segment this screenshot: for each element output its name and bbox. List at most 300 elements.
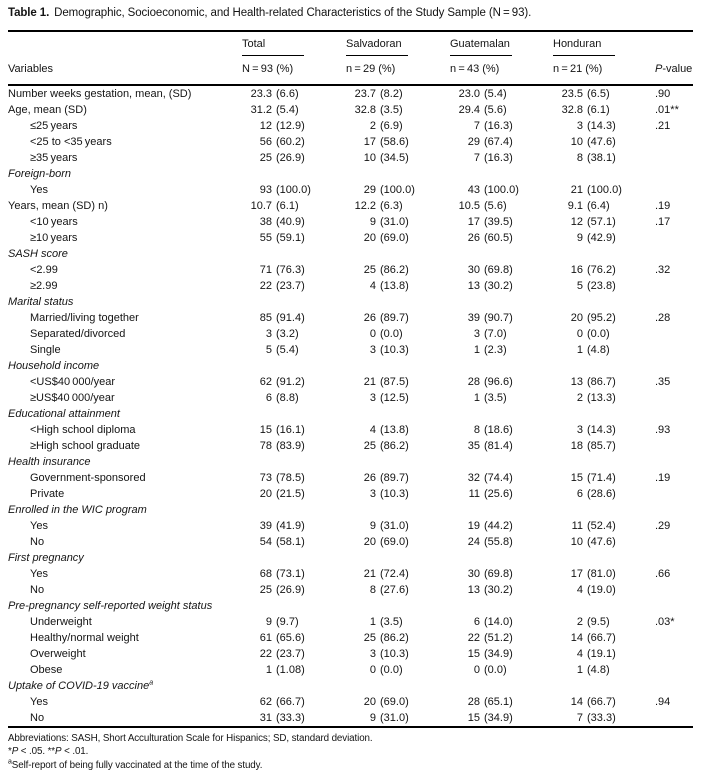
cell-percent: (23.7) — [276, 280, 305, 292]
cell-count: 62 — [259, 376, 272, 388]
cell-honduran — [553, 550, 644, 566]
cell-pvalue — [644, 630, 693, 646]
cell-guatemalan — [450, 182, 553, 198]
footnote-line — [8, 732, 693, 745]
cell-guatemalan — [450, 134, 553, 150]
cell-percent: (86.2) — [380, 264, 409, 276]
cell-count: 13 — [467, 584, 480, 596]
table-row — [8, 262, 693, 278]
cell-count: 20 — [570, 312, 583, 324]
cell-honduran — [553, 566, 644, 582]
cell-percent: (10.3) — [380, 344, 409, 356]
table-row — [8, 614, 693, 630]
cell-percent: (7.0) — [484, 328, 507, 340]
cell-count: 39 — [467, 312, 480, 324]
cell-count — [346, 246, 376, 262]
table-row — [8, 406, 693, 422]
table-row — [8, 454, 693, 470]
cell-count — [242, 406, 272, 422]
footnote-sup-marker: a — [8, 758, 12, 766]
cell-pvalue — [644, 502, 693, 518]
cell-count: 43 — [467, 184, 480, 196]
cell-count: 23.5 — [561, 88, 583, 100]
cell-pvalue — [644, 438, 693, 454]
cell-count: 23.3 — [250, 88, 272, 100]
cell-count: 9.1 — [567, 200, 583, 212]
cell-honduran — [553, 470, 644, 486]
cell-percent: (91.4) — [276, 312, 305, 324]
row-label-sup: a — [149, 679, 154, 687]
cell-salvadoran — [346, 102, 450, 118]
cell-percent: (100.0) — [587, 184, 622, 196]
cell-pvalue — [644, 534, 693, 550]
cell-salvadoran — [346, 166, 450, 182]
cell-count: 62 — [259, 696, 272, 708]
cell-percent: (13.8) — [380, 424, 409, 436]
cell-salvadoran — [346, 230, 450, 246]
cell-count: 20 — [363, 232, 376, 244]
cell-total — [242, 534, 346, 550]
cell-guatemalan — [450, 454, 553, 470]
cell-percent: (42.9) — [587, 232, 616, 244]
cell-count: 32 — [467, 472, 480, 484]
cell-percent: (5.4) — [276, 104, 299, 116]
cell-percent: (28.6) — [587, 488, 616, 500]
cell-guatemalan — [450, 614, 553, 630]
cell-total — [242, 246, 346, 262]
cell-percent: (12.9) — [276, 120, 305, 132]
cell-percent: (3.5) — [380, 104, 403, 116]
cell-count: 15 — [570, 472, 583, 484]
table-row — [8, 150, 693, 166]
table-row — [8, 230, 693, 246]
cell-percent: (65.1) — [484, 696, 513, 708]
cell-guatemalan — [450, 198, 553, 214]
cell-count: 1 — [265, 664, 272, 676]
row-label: Single — [30, 344, 61, 356]
cell-percent: (86.7) — [587, 376, 616, 388]
row-label: ≥35 years — [30, 152, 78, 164]
cell-salvadoran — [346, 198, 450, 214]
row-label: ≤25 years — [30, 120, 78, 132]
table-row — [8, 86, 693, 102]
cell-total — [242, 406, 346, 422]
cell-guatemalan — [450, 422, 553, 438]
cell-total — [242, 342, 346, 358]
cell-percent: (5.6) — [484, 104, 507, 116]
cell-honduran — [553, 198, 644, 214]
cell-count: 38 — [259, 216, 272, 228]
cell-count: 25 — [259, 584, 272, 596]
cell-guatemalan — [450, 358, 553, 374]
cell-count — [242, 678, 272, 694]
cell-total — [242, 134, 346, 150]
table-row — [8, 518, 693, 534]
cell-pvalue — [644, 134, 693, 150]
cell-count — [450, 550, 480, 566]
row-label: Pre-pregnancy self-reported weight status — [8, 600, 213, 612]
table-row — [8, 198, 693, 214]
cell-percent: (0.0) — [484, 664, 507, 676]
cell-percent: (6.4) — [587, 200, 610, 212]
cell-count: 15 — [467, 648, 480, 660]
cell-percent: (6.9) — [380, 120, 403, 132]
cell-count: 7 — [576, 712, 583, 724]
table-row — [8, 550, 693, 566]
cell-percent: (31.0) — [380, 520, 409, 532]
cell-count — [450, 246, 480, 262]
cell-percent: (19.0) — [587, 584, 616, 596]
cell-honduran — [553, 390, 644, 406]
table-row — [8, 310, 693, 326]
group-header-guatemalan-underline — [450, 55, 512, 56]
cell-total — [242, 454, 346, 470]
cell-count — [242, 246, 272, 262]
cell-count: 0 — [473, 664, 480, 676]
cell-percent: (9.5) — [587, 616, 610, 628]
cell-count: 1 — [369, 616, 376, 628]
cell-guatemalan — [450, 342, 553, 358]
cell-count: 5 — [265, 344, 272, 356]
cell-salvadoran — [346, 262, 450, 278]
cell-guatemalan — [450, 294, 553, 310]
subheader-guatemalan-n: n = 43 (%) — [450, 63, 500, 75]
cell-percent: (8.8) — [276, 392, 299, 404]
cell-total — [242, 598, 346, 614]
cell-percent: (57.1) — [587, 216, 616, 228]
footnote-text: < .05. ** — [18, 746, 56, 758]
cell-percent: (66.7) — [276, 696, 305, 708]
subheader-salvadoran-n: n = 29 (%) — [346, 63, 396, 75]
cell-honduran — [553, 438, 644, 454]
cell-pvalue — [644, 390, 693, 406]
cell-pvalue — [644, 486, 693, 502]
cell-count: 25 — [363, 632, 376, 644]
cell-percent: (100.0) — [484, 184, 519, 196]
row-label: ≥US$40 000/year — [30, 392, 115, 404]
cell-guatemalan — [450, 662, 553, 678]
cell-total — [242, 182, 346, 198]
cell-total — [242, 662, 346, 678]
cell-percent: (74.4) — [484, 472, 513, 484]
cell-pvalue — [644, 326, 693, 342]
cell-count — [553, 550, 583, 566]
cell-count: 30 — [467, 568, 480, 580]
cell-count — [450, 678, 480, 694]
cell-total — [242, 102, 346, 118]
cell-salvadoran — [346, 486, 450, 502]
cell-count: 31.2 — [250, 104, 272, 116]
row-label: No — [30, 536, 45, 548]
cell-total — [242, 646, 346, 662]
table-row — [8, 598, 693, 614]
cell-salvadoran — [346, 550, 450, 566]
group-header-guatemalan — [450, 38, 553, 56]
cell-guatemalan — [450, 534, 553, 550]
cell-percent: (23.8) — [587, 280, 616, 292]
cell-pvalue — [644, 406, 693, 422]
cell-count — [553, 598, 583, 614]
cell-percent: (60.5) — [484, 232, 513, 244]
table-row — [8, 694, 693, 710]
cell-percent: (58.6) — [380, 136, 409, 148]
cell-salvadoran — [346, 582, 450, 598]
cell-honduran — [553, 102, 644, 118]
variables-column-header: Variables — [8, 63, 54, 75]
cell-pvalue: .19 — [655, 200, 671, 212]
cell-count — [553, 166, 583, 182]
cell-pvalue — [644, 582, 693, 598]
cell-count — [450, 358, 480, 374]
cell-count: 17 — [363, 136, 376, 148]
row-label: Number weeks gestation, mean, (SD) — [8, 88, 192, 100]
cell-count — [346, 598, 376, 614]
cell-count: 23.0 — [458, 88, 480, 100]
group-header-salvadoran — [346, 38, 450, 56]
row-label: Separated/divorced — [30, 328, 126, 340]
row-label: <US$40 000/year — [30, 376, 116, 388]
pvalue-header-italic-p: P — [655, 63, 663, 75]
cell-count — [346, 454, 376, 470]
cell-percent: (31.0) — [380, 712, 409, 724]
cell-count: 78 — [259, 440, 272, 452]
table-group-header-row — [8, 38, 693, 56]
cell-pvalue — [644, 246, 693, 262]
table-row — [8, 502, 693, 518]
cell-percent: (2.3) — [484, 344, 507, 356]
cell-count: 1 — [576, 664, 583, 676]
row-label: Underweight — [30, 616, 92, 628]
cell-guatemalan — [450, 470, 553, 486]
cell-percent: (85.7) — [587, 440, 616, 452]
cell-percent: (5.6) — [484, 200, 507, 212]
footnote-text: Abbreviations: SASH, Short Acculturation Scale for Hispanics; SD, standard deviation. — [8, 733, 373, 744]
cell-count: 8 — [576, 152, 583, 164]
cell-percent: (0.0) — [380, 664, 403, 676]
cell-percent: (69.0) — [380, 536, 409, 548]
cell-salvadoran — [346, 614, 450, 630]
cell-guatemalan — [450, 630, 553, 646]
cell-percent: (4.8) — [587, 344, 610, 356]
cell-pvalue — [644, 710, 693, 726]
cell-count: 9 — [265, 616, 272, 628]
cell-pvalue: .32 — [655, 264, 671, 276]
cell-total — [242, 502, 346, 518]
cell-count: 29 — [363, 184, 376, 196]
cell-count: 6 — [473, 616, 480, 628]
cell-count — [346, 502, 376, 518]
cell-total — [242, 630, 346, 646]
cell-salvadoran — [346, 246, 450, 262]
cell-count: 21 — [363, 568, 376, 580]
cell-count: 14 — [570, 632, 583, 644]
cell-honduran — [553, 630, 644, 646]
cell-total — [242, 262, 346, 278]
cell-guatemalan — [450, 246, 553, 262]
group-header-total-underline — [242, 55, 304, 56]
cell-percent: (10.3) — [380, 648, 409, 660]
cell-percent: (30.2) — [484, 584, 513, 596]
cell-count — [346, 678, 376, 694]
cell-percent: (91.2) — [276, 376, 305, 388]
cell-salvadoran — [346, 182, 450, 198]
cell-count: 15 — [467, 712, 480, 724]
cell-count: 10.5 — [458, 200, 480, 212]
pvalue-column-header — [644, 62, 693, 76]
cell-honduran — [553, 246, 644, 262]
cell-percent: (16.3) — [484, 120, 513, 132]
row-label: First pregnancy — [8, 552, 84, 564]
cell-honduran — [553, 598, 644, 614]
cell-pvalue — [644, 454, 693, 470]
cell-honduran — [553, 518, 644, 534]
cell-percent: (86.2) — [380, 632, 409, 644]
cell-salvadoran — [346, 118, 450, 134]
cell-guatemalan — [450, 214, 553, 230]
cell-percent: (72.4) — [380, 568, 409, 580]
cell-count: 25 — [363, 264, 376, 276]
table-row — [8, 662, 693, 678]
cell-count: 22 — [467, 632, 480, 644]
footnote-italic-p: P — [55, 746, 62, 758]
cell-percent: (3.2) — [276, 328, 299, 340]
cell-percent: (90.7) — [484, 312, 513, 324]
cell-count: 28 — [467, 696, 480, 708]
cell-count: 56 — [259, 136, 272, 148]
cell-percent: (26.9) — [276, 152, 305, 164]
cell-count — [450, 166, 480, 182]
cell-count — [553, 294, 583, 310]
cell-percent: (14.3) — [587, 424, 616, 436]
row-label: No — [30, 584, 45, 596]
cell-pvalue — [644, 166, 693, 182]
cell-percent: (31.0) — [380, 216, 409, 228]
cell-percent: (83.9) — [276, 440, 305, 452]
cell-percent: (100.0) — [276, 184, 311, 196]
cell-count — [553, 678, 583, 694]
row-label: Yes — [30, 696, 48, 708]
cell-guatemalan — [450, 86, 553, 102]
cell-guatemalan — [450, 278, 553, 294]
cell-pvalue — [644, 598, 693, 614]
cell-total — [242, 710, 346, 726]
cell-count: 26 — [363, 312, 376, 324]
cell-count: 20 — [259, 488, 272, 500]
cell-pvalue: .28 — [655, 312, 671, 324]
cell-percent: (13.3) — [587, 392, 616, 404]
cell-percent: (73.1) — [276, 568, 305, 580]
table-row — [8, 118, 693, 134]
cell-honduran — [553, 214, 644, 230]
cell-guatemalan — [450, 166, 553, 182]
table-row — [8, 166, 693, 182]
cell-percent: (34.9) — [484, 712, 513, 724]
cell-salvadoran — [346, 518, 450, 534]
row-label: SASH score — [8, 248, 68, 260]
cell-guatemalan — [450, 678, 553, 694]
cell-total — [242, 86, 346, 102]
cell-guatemalan — [450, 406, 553, 422]
row-label: Healthy/normal weight — [30, 632, 139, 644]
cell-pvalue: .66 — [655, 568, 671, 580]
cell-count: 73 — [259, 472, 272, 484]
cell-count: 71 — [259, 264, 272, 276]
cell-count: 12.2 — [354, 200, 376, 212]
cell-percent: (1.08) — [276, 664, 305, 676]
cell-percent: (30.2) — [484, 280, 513, 292]
cell-count — [553, 406, 583, 422]
cell-guatemalan — [450, 118, 553, 134]
cell-total — [242, 326, 346, 342]
cell-count: 4 — [369, 280, 376, 292]
cell-count — [450, 598, 480, 614]
cell-count: 35 — [467, 440, 480, 452]
row-label: <25 to <35 years — [30, 136, 112, 148]
cell-count: 25 — [363, 440, 376, 452]
cell-count: 14 — [570, 696, 583, 708]
cell-honduran — [553, 694, 644, 710]
cell-count: 0 — [576, 328, 583, 340]
footnote-line — [8, 745, 693, 758]
cell-count: 11 — [571, 520, 583, 532]
cell-count: 11 — [468, 488, 480, 500]
cell-count: 3 — [576, 120, 583, 132]
cell-total — [242, 518, 346, 534]
cell-count: 7 — [473, 152, 480, 164]
cell-count: 9 — [369, 216, 376, 228]
cell-percent: (0.0) — [380, 328, 403, 340]
cell-count: 19 — [467, 520, 480, 532]
cell-total — [242, 390, 346, 406]
cell-honduran — [553, 230, 644, 246]
cell-guatemalan — [450, 150, 553, 166]
cell-percent: (6.1) — [587, 104, 610, 116]
cell-count: 3 — [473, 328, 480, 340]
cell-guatemalan — [450, 566, 553, 582]
cell-count: 10 — [363, 152, 376, 164]
cell-count: 25 — [259, 152, 272, 164]
cell-pvalue: .35 — [655, 376, 671, 388]
cell-count: 2 — [576, 616, 583, 628]
cell-percent: (76.2) — [587, 264, 616, 276]
cell-honduran — [553, 374, 644, 390]
cell-count: 54 — [259, 536, 272, 548]
row-label: Household income — [8, 360, 100, 372]
cell-total — [242, 294, 346, 310]
cell-percent: (21.5) — [276, 488, 305, 500]
cell-count: 31 — [259, 712, 272, 724]
cell-salvadoran — [346, 710, 450, 726]
cell-honduran — [553, 134, 644, 150]
cell-percent: (69.8) — [484, 568, 513, 580]
cell-count — [242, 358, 272, 374]
cell-percent: (65.6) — [276, 632, 305, 644]
footnote-text: * — [8, 746, 12, 758]
cell-percent: (33.3) — [276, 712, 305, 724]
cell-salvadoran — [346, 214, 450, 230]
table-row — [8, 710, 693, 726]
cell-total — [242, 422, 346, 438]
cell-percent: (34.9) — [484, 648, 513, 660]
cell-honduran — [553, 278, 644, 294]
cell-count: 9 — [369, 712, 376, 724]
cell-honduran — [553, 502, 644, 518]
cell-count: 6 — [576, 488, 583, 500]
cell-count: 4 — [576, 584, 583, 596]
cell-honduran — [553, 534, 644, 550]
cell-salvadoran — [346, 646, 450, 662]
cell-pvalue — [644, 358, 693, 374]
